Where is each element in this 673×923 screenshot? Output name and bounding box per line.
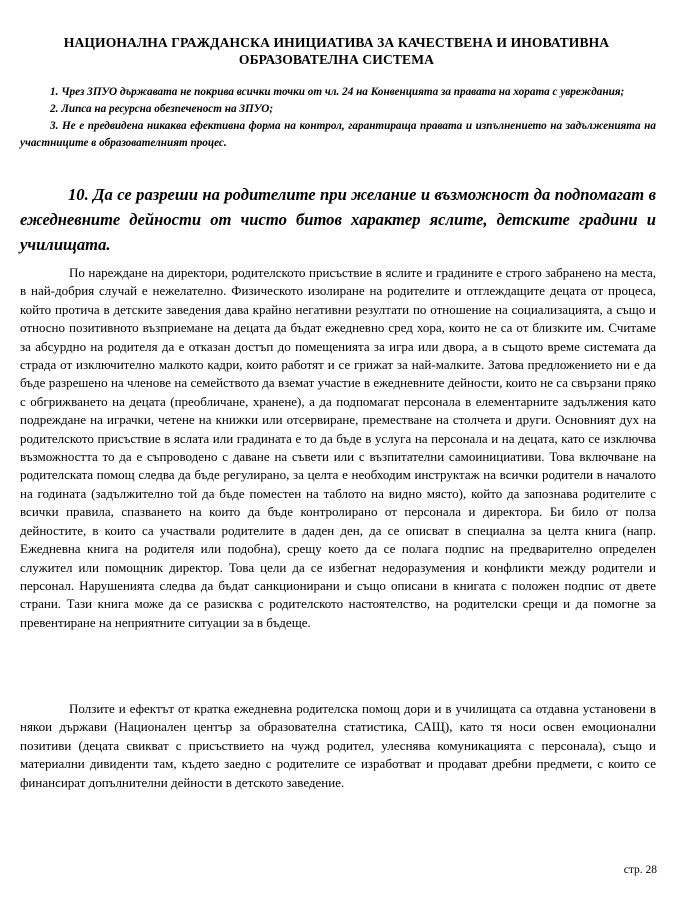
page-number: стр. 28 bbox=[623, 864, 657, 876]
header-line-1: НАЦИОНАЛНА ГРАЖДАНСКА ИНИЦИАТИВА ЗА КАЧЕСТВЕНА И ИНОВАТИВНА bbox=[63, 35, 610, 50]
body-paragraph: По нареждане на директори, родителското присъствие в яслите и градините е строго забранено на места, в най-добрия случай е нежелателно. Физическото изолиране на родителите и отглеждащите децата от процеса, който протича в детските заведения дава крайно негативни резултати по отношение на социализацията, а също и относно позитивното възприемане на децата да бъдат ежедневно сред хора, които не са от близките им. Считаме за абсурдно на родителя да е отказан достъп до помещенията за игра или двора, а в същото време системата да страда от изключително малкото кадри, които работят и се грижат за най-малките. Затова предложението ни е да бъде разрешено на членове на семейството да вземат участие в ежедневните дейности, които не са свързани пряко с обгрижването на децата (преобличане, хранене), а да подпомагат персонала в елементарните задължения като подреждане на играчки, четене на книжки или отсервиране, преместване на столчета и други. Основният дух на родителското присъствие в яслата или градината е то да бъде в услуга на персонала и на децата, като се изключва възможността то да е съпроводено с даване на съвети или с възпитателни самоинициативи. Това включване на родителската помощ следва да бъде регулирано, за целта е необходим инструктаж на всички родители в началото на годината (задължително той да бъде поместен на таблото на видно място), който да запознава родителите с всички правила, спазването на които да бъде контролирано от персонала и директора. Би било от полза дейностите, в които са участвали родителите в даден ден, да се описват в специална за целта книга (напр. Ежедневна книга на родителя или подобна), срещу което да се полага подпис на предварително определен служител или помощник директор. Това цели да се избегнат недоразумения и конфликти между родители и персонал. Нарушенията следва да бъдат санкционирани и също описани в книгата с положен подпис от двете страни. Тази книга може да се разисква с родителското настоятелство, на родителски срещи и да помогне за превентиране на неприятните ситуации за в бъдеще. bbox=[20, 265, 656, 630]
document-header bbox=[20, 34, 653, 68]
body-paragraph: Ползите и ефектът от кратка ежедневна родителска помощ дори и в училищата са отдавна установени в някои държави (Национален център за образователна статистика, САЩ), като тя носи освен емоционални позитиви (децата свикват с присъствието на чужд родител, улеснява комуникацията с персонала), също и материални дивиденти там, където заедно с родителите се изработват и продават дребни предмети, с които се финансират допълнителни дейности в детското заведение. bbox=[20, 701, 656, 790]
section-heading: 10. Да се разреши на родителите при желание и възможност да подпомагат в ежедневните дейности от чисто битов характер яслите, детските градини и училищата. bbox=[20, 185, 656, 254]
issue-item: 3. Не е предвидена никаква ефективна форма на контрол, гарантираща правата и изпълнението на задълженията на участниците в образователният процес. bbox=[20, 120, 656, 149]
issue-item: 1. Чрез ЗПУО държавата не покрива всички точки от чл. 24 на Конвенцията за правата на хората с увреждания; bbox=[50, 86, 625, 98]
issues-list bbox=[20, 84, 656, 152]
header-line-2: ОБРАЗОВАТЕЛНА СИСТЕМА bbox=[238, 52, 435, 67]
issue-item: 2. Липса на ресурсна обезпеченост на ЗПУО; bbox=[50, 103, 274, 115]
